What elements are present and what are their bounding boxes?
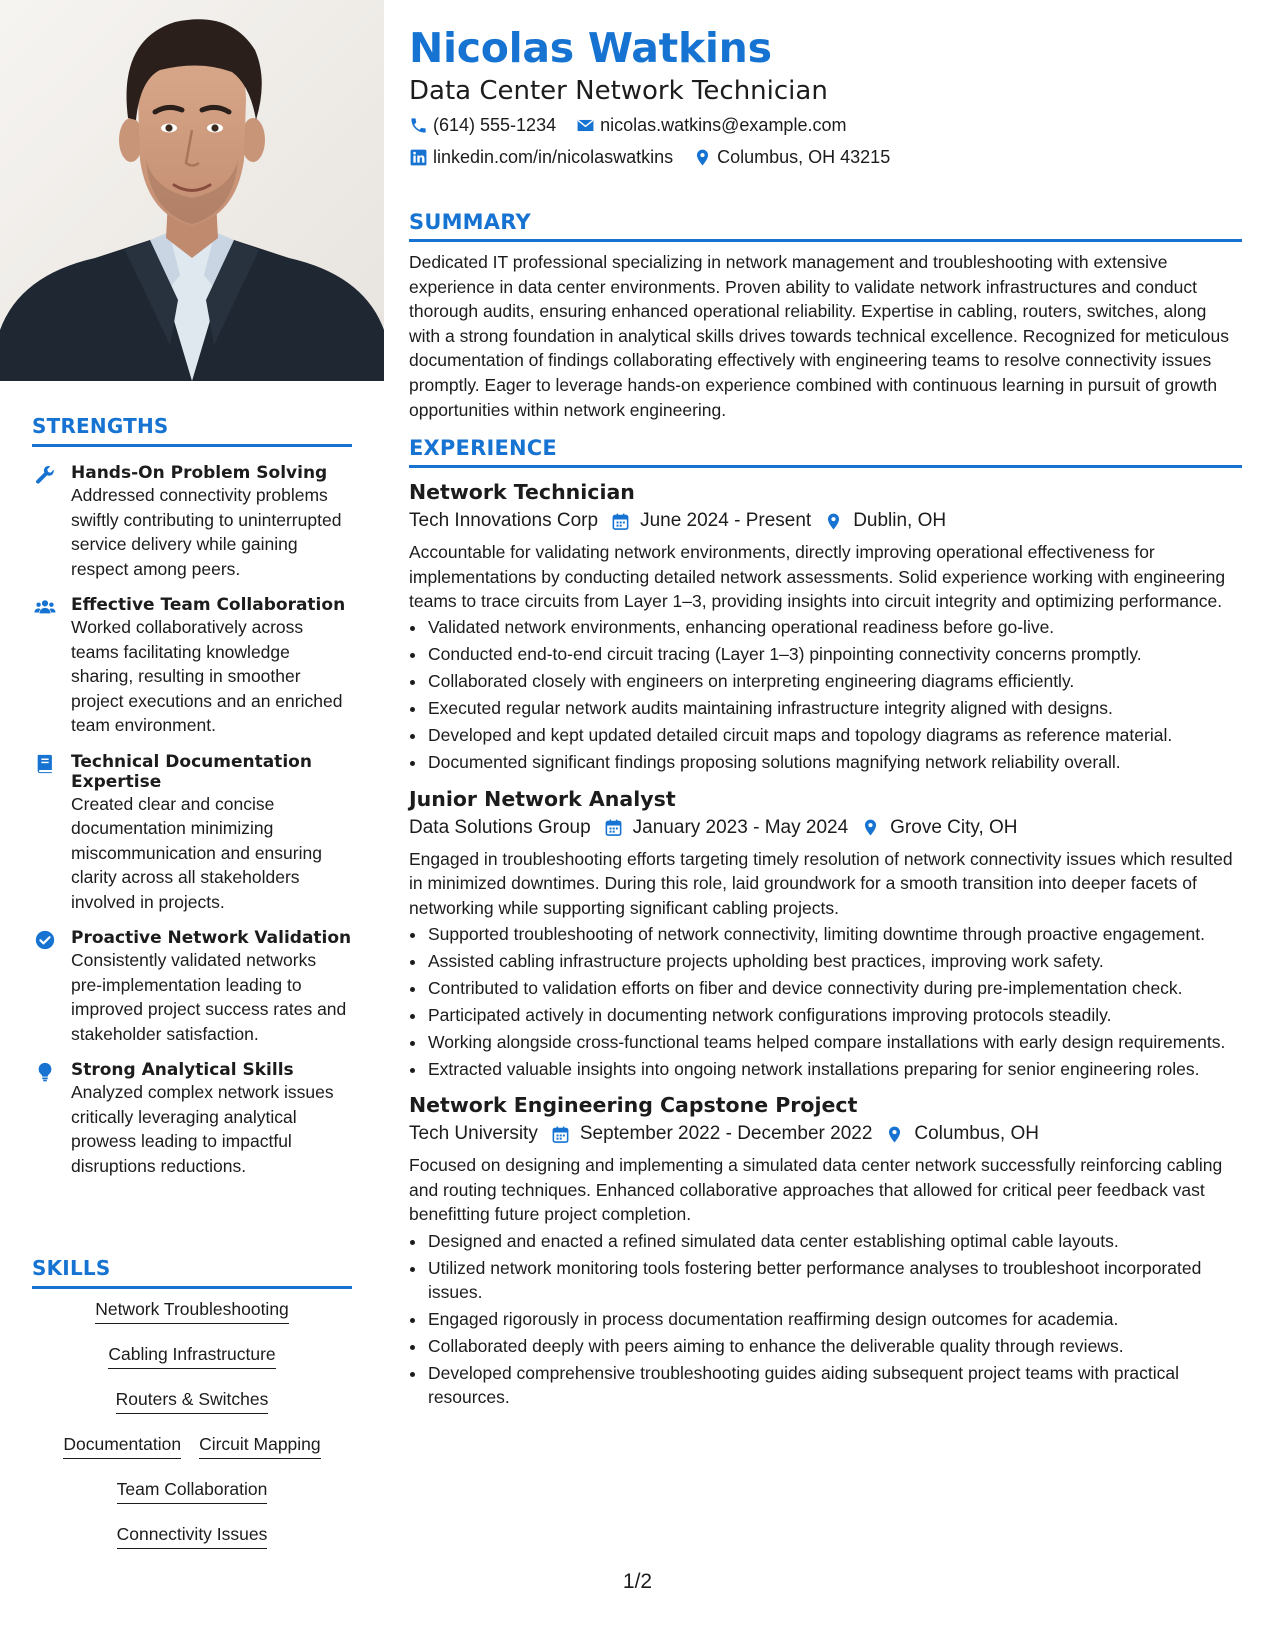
bullet-item: • Working alongside cross-functional teams helped compare installations with early design requirements. xyxy=(427,1030,1242,1054)
bullet-item: • Designed and enacted a refined simulated data center establishing optimal cable layouts. xyxy=(427,1229,1242,1253)
users-icon xyxy=(34,596,56,618)
job-dates: September 2022 - December 2022 xyxy=(579,1123,873,1145)
contact-phone xyxy=(409,110,556,140)
calendar-icon xyxy=(604,818,623,837)
job-description: Focused on designing and implementing a simulated data center network successfully reinforcing cabling and routing techniques. Enhanced collaborative approaches that allowed for critical peer feedback vast benefitting future project completion. xyxy=(409,1155,1223,1225)
envelope-icon xyxy=(576,116,595,135)
page-number: 1/2 xyxy=(622,1570,653,1593)
book-icon xyxy=(34,753,56,775)
job-title: Network Engineering Capstone Project xyxy=(409,1093,858,1118)
candidate-name: Nicolas Watkins xyxy=(409,24,772,72)
phone-icon xyxy=(409,116,428,135)
bullet-item: • Conducted end-to-end circuit tracing (Layer 1–3) pinpointing connectivity concerns promptly. xyxy=(427,642,1242,666)
job-bullets xyxy=(409,1229,1242,1410)
job-company: Data Solutions Group xyxy=(409,816,591,838)
bullet-item: • Engaged rigorously in process documentation reaffirming design outcomes for academia. xyxy=(427,1307,1242,1331)
contact-email[interactable] xyxy=(576,110,846,140)
job-bullets xyxy=(409,922,1242,1081)
job-location: Dublin, OH xyxy=(853,510,947,532)
job-description: Engaged in troubleshooting efforts targeting timely resolution of network connectivity issues which resulted in minimized downtimes. During this role, laid groundwork for a smooth transition into deeper facets of networking while supporting significant cabling projects. xyxy=(409,848,1233,918)
contact-row xyxy=(409,142,1242,172)
portrait-image xyxy=(0,0,384,381)
bullet-item: • Validated network environments, enhancing operational readiness before go-live. xyxy=(427,615,1242,639)
bullet-item: • Executed regular network audits maintaining infrastructure integrity aligned with designs. xyxy=(427,696,1242,720)
bullet-item: • Documented significant findings proposing solutions magnifying network reliability overall. xyxy=(427,750,1242,774)
job-company: Tech University xyxy=(409,1123,538,1145)
experience-heading: EXPERIENCE xyxy=(409,436,1242,468)
experience-section xyxy=(409,436,1242,1410)
job-title: Junior Network Analyst xyxy=(409,786,676,811)
bullet-item: • Supported troubleshooting of network connectivity, limiting downtime through proactive engagement. xyxy=(427,922,1242,946)
profile-photo xyxy=(0,0,384,381)
phone-text: (614) 555-1234 xyxy=(433,115,557,135)
location-text: Columbus, OH 43215 xyxy=(717,147,891,167)
job-meta xyxy=(409,1119,1242,1149)
strength-item xyxy=(32,595,352,738)
strengths-heading: STRENGTHS xyxy=(32,414,352,447)
map-pin-icon xyxy=(824,512,843,531)
skills-list xyxy=(32,1297,352,1549)
skill-tag: Circuit Mapping xyxy=(199,1432,321,1459)
job-dates: June 2024 - Present xyxy=(640,510,812,532)
skill-tag: Cabling Infrastructure xyxy=(108,1342,275,1369)
job-title: Network Technician xyxy=(409,480,635,505)
job-dates: January 2023 - May 2024 xyxy=(632,816,849,838)
skill-tag: Documentation xyxy=(63,1432,181,1459)
map-pin-icon xyxy=(885,1125,904,1144)
summary-section xyxy=(409,210,1242,422)
bullet-item: • Developed comprehensive troubleshooting guides aiding subsequent project teams with practical resources. xyxy=(427,1361,1242,1410)
bullet-item: • Contributed to validation efforts on fiber and device connectivity during pre-implementation check. xyxy=(427,976,1242,1000)
strength-description: Addressed connectivity problems swiftly contributing to uninterrupted service delivery while gaining respect among peers. xyxy=(71,485,342,579)
wrench-icon xyxy=(34,464,56,486)
strength-title: Technical Documentation Expertise xyxy=(71,751,312,792)
bullet-item: • Collaborated deeply with peers aiming to enhance the deliverable quality through reviews. xyxy=(427,1334,1242,1358)
summary-text: Dedicated IT professional specializing in network management and troubleshooting with extensive experience in data center environments. Proven ability to validate network infrastructures and conduct thorough audits, ensuring enhanced operational reliability. Expertise in cabling, routers, switches, along with a strong foundation in analytical skills drives towards technical excellence. Recognized for meticulous documentation of findings collaborating effectively with engineering teams to resolve connectivity issues promptly. Eager to leverage hands-on experience combined with continuous learning in pursuit of growth opportunities within network engineering. xyxy=(409,252,1229,420)
skills-section xyxy=(32,1256,352,1549)
sidebar xyxy=(0,0,384,1650)
strength-title: Effective Team Collaboration xyxy=(71,595,346,615)
job-location: Grove City, OH xyxy=(890,816,1018,838)
bullet-item: • Participated actively in documenting network configurations improving protocols steadily. xyxy=(427,1003,1242,1027)
email-text[interactable]: nicolas.watkins@example.com xyxy=(600,115,847,135)
contact-row xyxy=(409,110,1242,140)
skills-heading: SKILLS xyxy=(32,1256,352,1289)
main-content xyxy=(409,22,1242,1412)
contact-linkedin[interactable] xyxy=(409,142,673,172)
bullet-item: • Collaborated closely with engineers on interpreting engineering diagrams efficiently. xyxy=(427,669,1242,693)
bullet-item: • Utilized network monitoring tools fostering better performance analyses to troubleshoot incorporated issues. xyxy=(427,1256,1242,1305)
linkedin-text[interactable]: linkedin.com/in/nicolaswatkins xyxy=(433,147,674,167)
job-location: Columbus, OH xyxy=(914,1123,1039,1145)
skill-tag: Network Troubleshooting xyxy=(95,1297,289,1324)
strength-description: Worked collaboratively across teams facilitating knowledge sharing, resulting in smoother project executions and an enriched team environment. xyxy=(71,617,343,735)
strength-item xyxy=(32,463,352,581)
summary-heading: SUMMARY xyxy=(409,210,1242,242)
linkedin-icon xyxy=(409,148,428,167)
job-company: Tech Innovations Corp xyxy=(409,510,599,532)
strength-item xyxy=(32,928,352,1046)
job-entry xyxy=(409,478,1242,775)
skill-tag: Routers & Switches xyxy=(116,1387,269,1414)
bullet-item: • Extracted valuable insights into ongoing network installations preparing for senior engineering roles. xyxy=(427,1057,1242,1081)
strength-title: Hands-On Problem Solving xyxy=(71,463,328,483)
calendar-icon xyxy=(611,512,630,531)
strength-title: Proactive Network Validation xyxy=(71,928,352,948)
job-meta xyxy=(409,813,1242,843)
map-pin-icon xyxy=(861,818,880,837)
job-description: Accountable for validating network environments, directly improving operational effectiveness for implementations by conducting detailed network assessments. Solid experience working with engineering teams to trace circuits from Layer 1–3, providing insights into circuit integrity and optimizing performance. xyxy=(409,542,1226,611)
bullet-item: • Assisted cabling infrastructure projects upholding best practices, improving work safety. xyxy=(427,949,1242,973)
strength-description: Consistently validated networks pre-implementation leading to improved project success rates and stakeholder satisfaction. xyxy=(71,950,347,1044)
job-meta xyxy=(409,506,1242,536)
check-circle-icon xyxy=(34,929,56,951)
lightbulb-icon xyxy=(34,1061,56,1083)
candidate-title: Data Center Network Technician xyxy=(409,76,828,106)
strength-item xyxy=(32,752,352,915)
strength-item xyxy=(32,1060,352,1178)
skill-tag: Team Collaboration xyxy=(117,1477,268,1504)
strength-title: Strong Analytical Skills xyxy=(71,1060,294,1080)
map-pin-icon xyxy=(693,148,712,167)
strength-description: Analyzed complex network issues critically leveraging analytical prowess leading to impactful disruptions reductions. xyxy=(71,1082,334,1176)
skill-tag: Connectivity Issues xyxy=(117,1522,268,1549)
bullet-item: • Developed and kept updated detailed circuit maps and topology diagrams as reference material. xyxy=(427,723,1242,747)
calendar-icon xyxy=(551,1125,570,1144)
job-entry xyxy=(409,785,1242,1082)
contact-location xyxy=(693,142,890,172)
strengths-section xyxy=(32,414,352,1178)
job-entry xyxy=(409,1091,1242,1409)
job-bullets xyxy=(409,615,1242,774)
strength-description: Created clear and concise documentation minimizing miscommunication and ensuring clarity across all stakeholders involved in projects. xyxy=(71,793,322,912)
